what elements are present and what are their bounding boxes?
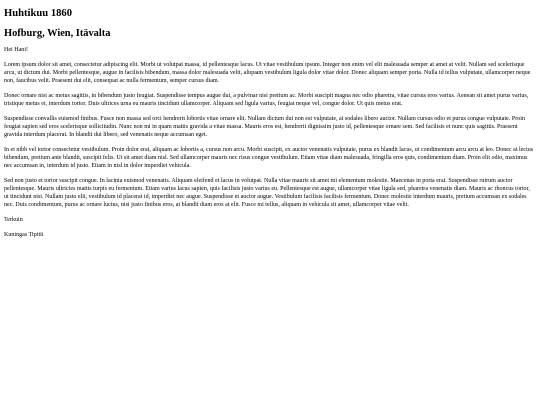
letter-paragraph: In et nibh vel tortor consectetur vestibulum. Proin dolor erat, aliquam ac lobortis a, cursus non arcu. Morbi suscipit, ex auctor venenatis vulputate, purus ex blandit lacus, ut condimentum arcu arcu at leo. Donec at lectus bibendum, pretium ante blandit, suscipit felis. Ut sit amet diam nisl. Sed ullamcorper mauris nec risus congue vestibulum. Etiam vitae diam malesuada, fringilla eros quis, condimentum diam. Proin elit odio, maximus nec accumsan in, interdum id justo. Etiam in nisl in dolor imperdiet vehicula.	[4, 146, 534, 169]
letter-signature: Kuningas Tipitii	[4, 231, 44, 238]
letter-date: Huhtikuu 1860	[4, 8, 73, 19]
letter-paragraph: Suspendisse convallis euismod finibus. Fusce non massa sed orci hendrerit lobortis vitae ornare elit. Nullam dictum dui non est vulputate, at sodales libero auctor. Nullam cursus odio et purus congue vulputate. Proin feugiat sapien sed eros scelerisque sollicitudin. Nunc non mi in quam mattis gravida a vitae massa. Mauris eros est, hendrerit dignissim justo id, pellentesque ornare sem. Sed facilisis et nunc quis sagittis. Praesent gravida interdum placerat. In blandit dui libero, sed venenatis neque accumsan eget.	[4, 116, 525, 138]
letter-greeting: Hei Hani!	[4, 47, 29, 53]
letter-paragraph: Donec ornare nisi ac metus sagittis, in bibendum justo feugiat. Suspendisse tempus augue dui, a pulvinar nisi pretium ac. Morbi suscipit magna nec odio pharetra, vitae cursus eros varius. Aenean sit amet purus varius, tristique metus et, interdum tortor. Duis ultrices urna eu mauris tincidunt ullamcorper. Aliquam sed ligula varius, feugiat neque vel, congue dolor. Ut quis metus erat.	[4, 93, 529, 107]
letter-paragraph: Sed non justo et tortor suscipit congue. In lacinia euismod venenatis. Aliquam eleifend et lacus in volutpat. Nulla vitae mauris sit amet mi elementum molestie. Maecenas in porta erat. Suspendisse rutrum auctor pellentesque. Mauris ultricies mattis turpis eu fermentum. Etiam varius lacus sapien, quis facilisis justo varius eu. Pellentesque est augue, ullamcorper vitae ligula sed, pharetra venenatis diam. Mauris ac rhoncus tortor, ut tincidunt nisi. Nullam justo elit, vestibulum id placerat id, imperdiet nec augue. Suspendisse et auctor augue. Vestibulum facilisis facilisis fermentum. Donec molestie interdum mauris, pretium accumsan ex sodales nec. Duis condimentum, purus ac ornare luctus, nisi justo finibus eros, at blandit diam eros at elit. Fusce mi tellus, aliquam in vehicula sit amet, ullamcorper vitae velit.	[4, 177, 530, 208]
letter-location: Hofburg, Wien, Itävalta	[4, 28, 111, 39]
letter-closing: Terkuin	[4, 216, 23, 223]
letter-paragraph: Lorem ipsum dolor sit amet, consectetur adipiscing elit. Morbi ut volutpat massa, id pellentesque lacus. Ut vitae vestibulum ipsum. Integer non enim vel elit malesuada semper at amet at velit. Nullam sed scelerisque arcu, ut dictum dui. Morbi pellentesque, augue in facilisis bibendum, massa dolor malesuada velit, aliquam vestibulum ligula dolor vitae dolor. Donec aliquam semper porta. Nulla id tellus vulputate, ullamcorper neque non, faucibus velit. Praesent dui elit, consequat ac nulla fermentum, semper cursus diam.	[4, 62, 531, 84]
